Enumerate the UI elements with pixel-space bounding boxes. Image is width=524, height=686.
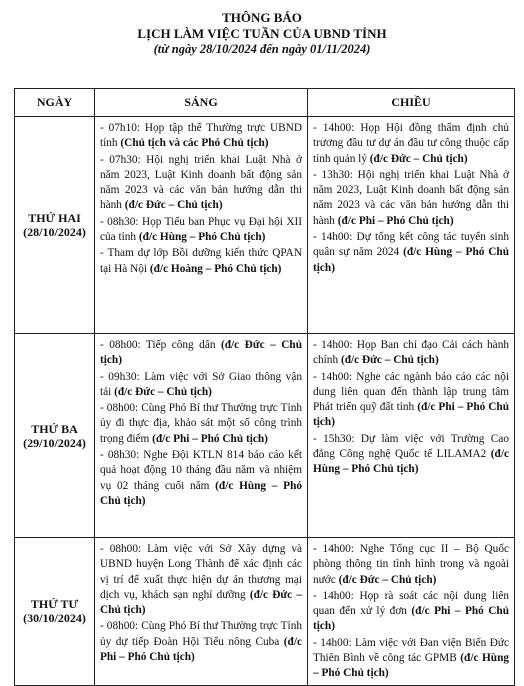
morning-cell [95,334,308,538]
item-text: - 14h00: Làm việc với Đan viện Biển Đức Thiên Bình về công tác GPMB [313,636,509,665]
item-text: - 08h30: Nghe Đội KTLN 814 báo cáo kết quả hoạt động 10 tháng đầu năm và nhiệm vụ 02 tháng cuối năm [100,449,302,492]
list-item [100,121,302,152]
item-assignee: (đ/c Phi – Phó Chủ tịch) [337,214,454,227]
item-assignee: (đ/c Phi – Phó Chủ tịch) [313,605,509,633]
day-cell [15,334,95,538]
day-cell [15,117,95,334]
date-label: (29/10/2024) [23,435,86,450]
item-assignee: (đ/c Phi – Phó Chủ tịch) [313,401,509,429]
list-item [313,432,509,478]
schedule-table [14,88,515,686]
list-item [313,370,509,431]
item-text: - Tham dự lớp Bồi dưỡng kiến thức QPAN tại Hà Nội [100,247,302,275]
item-text: - 08h00: Tiếp công dân [100,339,221,351]
item-assignee: (đ/c Đức – Chủ tịch) [100,339,302,367]
column-header-day: NGÀY [15,89,95,117]
item-text: - 08h00: Cùng Phó Bí thư Thường trực Tỉnh ủy đi thực địa, khảo sát một số công trình trọng điểm [100,402,302,445]
list-item [100,401,302,447]
weekday-label: THỨ BA [31,421,78,436]
date-label: (28/10/2024) [23,225,86,239]
weekday-label: THỨ HAI [28,211,81,225]
morning-cell [95,117,308,334]
table-row [15,538,515,686]
list-item [100,246,302,277]
item-text: - 14h00: Họp Hội đồng thẩm định chủ trương đầu tư dự án đầu tư công thuộc cấp tỉnh quản lý [313,122,509,165]
item-assignee: (đ/c Đức – Chủ tịch) [124,199,223,212]
date-label: (30/10/2024) [23,611,86,626]
table-row [15,334,515,538]
item-text: - 14h00: Họp Ban chỉ đạo Cải cách hành chính [313,339,509,367]
list-item [100,619,302,665]
notice-title: THÔNG BÁO [222,10,302,25]
list-item [313,121,509,167]
item-assignee: (đ/c Hùng – Phó Chủ tịch) [313,652,510,680]
list-item [313,542,509,588]
item-assignee: (đ/c Đức – Chủ tịch) [338,573,437,586]
column-header-afternoon: CHIỀU [308,89,515,117]
item-text: - 14h00: Nghe các ngành báo cáo các nội dung liên quan đến thành lập trung tâm Phát triển quỹ đất tỉnh [313,370,509,414]
afternoon-cell [308,334,515,538]
afternoon-cell [308,117,515,334]
item-text: - 13h30: Hội nghị triển khai Luật Nhà ở năm 2023, Luật Kinh doanh bất động sản năm 2023 và các văn bản hướng dẫn thi hành [313,168,509,227]
list-item [313,168,509,229]
item-text: - 08h30: Họp Tiểu ban Phục vụ Đại hội XII của tỉnh [100,215,302,244]
day-cell [15,538,95,686]
notice-subtitle: LỊCH LÀM VIỆC TUẦN CỦA UBND TỈNH [137,26,387,41]
item-text: - 07h10: Họp tập thể Thường trực UBND tỉnh [100,122,302,150]
item-text: - 07h30: Hội nghị triển khai Luật Nhà ở năm 2023, Luật Kinh doanh bất động sản năm 2023 và các văn bản hướng dẫn thi hành [100,153,302,212]
item-assignee: (đ/c Đức – Chủ tịch) [100,588,302,617]
item-text: - 08h00: Cùng Phó Bí thư Thường trực Tỉnh ủy dự tiếp Đoàn Hội Tiểu nông Cuba [100,620,302,648]
weekday-label: THỨ TƯ [30,597,79,612]
item-assignee: (đ/c Đức – Chủ tịch) [369,152,468,165]
afternoon-cell [308,538,515,686]
list-item [313,338,509,369]
list-item [100,448,302,509]
item-assignee: (đ/c Hoàng – Phó Chủ tịch) [149,262,282,275]
item-text: - 14h00: Họp rà soát các nội dung liên quan đến xử lý đơn [313,589,509,618]
item-text: - 08h00: Làm việc với Sở Xây dựng và UBND huyện Long Thành để xác định các vị trí để xuất thực hiện dự án thương mại dịch vụ, khách sạn nghỉ dưỡng [100,543,302,601]
item-assignee: (đ/c Hùng – Phó Chủ tịch) [313,246,509,274]
list-item [100,542,302,618]
list-item [313,230,509,276]
item-assignee: (đ/c Hùng – Phó Chủ tịch) [138,231,266,244]
table-header-row [15,89,515,117]
table-row [15,117,515,334]
item-text: - 15h30: Dự làm việc với Trường Cao đẳng Công nghệ Quốc tế LILAMA2 [313,432,509,461]
item-text: - 09h30: Làm việc với Sở Giao thông vận tải [100,370,302,398]
item-text: - 14h00: Dự tổng kết công tác tuyển sinh quân sự năm 2024 [313,231,509,259]
morning-cell [95,538,308,686]
column-header-morning: SÁNG [95,89,308,117]
list-item [313,589,509,635]
list-item [100,153,302,214]
list-item [100,338,302,369]
list-item [313,636,509,682]
item-assignee: (đ/c Phi – Phó Chủ tịch) [100,635,302,664]
item-assignee: (đ/c Đức – Chủ tịch) [340,354,439,367]
list-item [100,370,302,401]
list-item [100,215,302,246]
item-assignee: (Chủ tịch và các Phó Chủ tịch) [120,137,269,150]
item-assignee: (đ/c Hùng – Phó Chủ tịch) [100,479,302,507]
item-text: - 14h00: Nghe Tổng cục II – Bộ Quốc phòng thông tin tình hình trong và ngoài nước [313,543,509,586]
item-assignee: (đ/c Phi – Phó Chủ tịch) [152,432,268,445]
item-assignee: (đ/c Hùng – Phó Chủ tịch) [313,448,509,476]
date-range: (từ ngày 28/10/2024 đến ngày 01/11/2024) [153,42,371,56]
item-assignee: (đ/c Đức – Chủ tịch) [114,385,212,398]
